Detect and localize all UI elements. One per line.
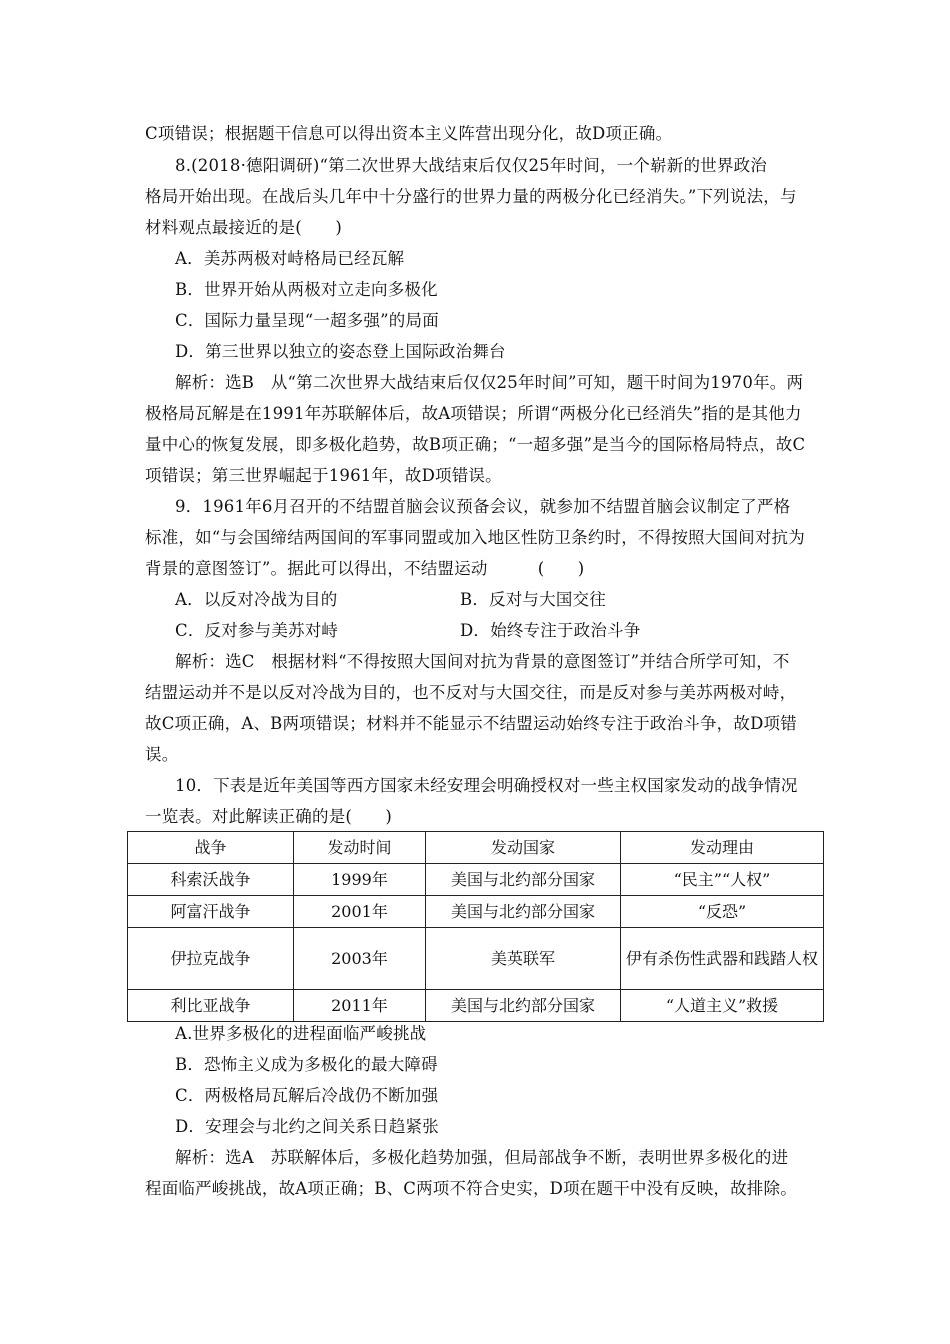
table-row bbox=[128, 864, 824, 896]
table-cell: 美英联军 bbox=[426, 928, 621, 990]
table-cell: 美国与北约部分国家 bbox=[426, 864, 621, 896]
table-cell: 利比亚战争 bbox=[128, 990, 294, 1022]
question-8-stem: 材料观点最接近的是( ) bbox=[145, 218, 342, 237]
table-cell: 美国与北约部分国家 bbox=[426, 896, 621, 928]
war-table bbox=[127, 831, 824, 1022]
table-cell: 科索沃战争 bbox=[128, 864, 294, 896]
question-9-analysis: 误。 bbox=[145, 745, 179, 764]
question-8-option-b: B．世界开始从两极对立走向多极化 bbox=[175, 280, 438, 299]
question-9-stem: 标准，如“与会国缔结两国间的军事同盟或加入地区性防卫条约时，不得按照大国间对抗为 bbox=[145, 528, 805, 547]
table-cell: 2001年 bbox=[294, 896, 426, 928]
table-cell: “反恐” bbox=[621, 896, 824, 928]
table-header-cell: 发动国家 bbox=[426, 832, 621, 864]
table-cell: 2011年 bbox=[294, 990, 426, 1022]
question-10-analysis: 解析：选A 苏联解体后，多极化趋势加强，但局部战争不断，表明世界多极化的进 bbox=[175, 1148, 789, 1167]
question-8-analysis: 量中心的恢复发展，即多极化趋势，故B项正确；“一超多强”是当今的国际格局特点，故C bbox=[145, 435, 806, 454]
table-header-cell: 战争 bbox=[128, 832, 294, 864]
table-row bbox=[128, 990, 824, 1022]
question-9-option-d: D．始终专注于政治斗争 bbox=[460, 621, 641, 640]
question-9-stem: 9．1961年6月召开的不结盟首脑会议预备会议，就参加不结盟首脑会议制定了严格 bbox=[175, 497, 791, 516]
question-10-option-c: C．两极格局瓦解后冷战仍不断加强 bbox=[175, 1086, 439, 1105]
table-cell: 美国与北约部分国家 bbox=[426, 990, 621, 1022]
question-10-stem: 10．下表是近年美国等西方国家未经安理会明确授权对一些主权国家发动的战争情况 bbox=[175, 776, 798, 795]
table-cell: “人道主义”救援 bbox=[621, 990, 824, 1022]
table-header-cell: 发动时间 bbox=[294, 832, 426, 864]
table-cell: “民主”“人权” bbox=[621, 864, 824, 896]
question-8-option-c: C．国际力量呈现“一超多强”的局面 bbox=[175, 311, 439, 330]
question-8-analysis: 解析：选B 从“第二次世界大战结束后仅仅25年时间”可知，题干时间为1970年。两 bbox=[175, 373, 804, 392]
question-10-option-a: A.世界多极化的进程面临严峻挑战 bbox=[175, 1024, 427, 1043]
question-8-analysis: 极格局瓦解是在1991年苏联解体后，故A项错误；所谓“两极分化已经消失”指的是其他力 bbox=[145, 404, 802, 423]
table-row bbox=[128, 928, 824, 990]
table-header-cell: 发动理由 bbox=[621, 832, 824, 864]
table-cell: 1999年 bbox=[294, 864, 426, 896]
table-row bbox=[128, 896, 824, 928]
question-9-analysis: 解析：选C 根据材料“不得按照大国间对抗为背景的意图签订”并结合所学可知，不 bbox=[175, 652, 790, 671]
table-header-row bbox=[128, 832, 824, 864]
question-9-option-a: A．以反对冷战为目的 bbox=[175, 590, 338, 609]
question-9-option-b: B．反对与大国交往 bbox=[460, 590, 606, 609]
text-line: C项错误；根据题干信息可以得出资本主义阵营出现分化，故D项正确。 bbox=[145, 124, 673, 143]
question-9-stem: 背景的意图签订”。据此可以得出，不结盟运动 ( ) bbox=[145, 559, 585, 578]
table-cell: 2003年 bbox=[294, 928, 426, 990]
question-9-analysis: 故C项正确，A、B两项错误；材料并不能显示不结盟运动始终专注于政治斗争，故D项错 bbox=[145, 714, 797, 733]
table-cell: 伊拉克战争 bbox=[128, 928, 294, 990]
table-cell: 阿富汗战争 bbox=[128, 896, 294, 928]
question-10-option-d: D．安理会与北约之间关系日趋紧张 bbox=[175, 1117, 439, 1136]
question-8-option-d: D．第三世界以独立的姿态登上国际政治舞台 bbox=[175, 342, 506, 361]
question-10-option-b: B．恐怖主义成为多极化的最大障碍 bbox=[175, 1055, 438, 1074]
question-9-option-c: C．反对参与美苏对峙 bbox=[175, 621, 339, 640]
question-10-stem: 一览表。对此解读正确的是( ) bbox=[145, 807, 393, 826]
question-9-analysis: 结盟运动并不是以反对冷战为目的，也不反对与大国交往，而是反对参与美苏两极对峙， bbox=[145, 683, 797, 702]
question-10-analysis: 程面临严峻挑战，故A项正确；B、C两项不符合史实，D项在题干中没有反映，故排除。 bbox=[145, 1179, 797, 1198]
table-cell: 伊有杀伤性武器和践踏人权 bbox=[621, 928, 824, 990]
question-8-option-a: A．美苏两极对峙格局已经瓦解 bbox=[175, 249, 405, 268]
question-8-stem: 格局开始出现。在战后头几年中十分盛行的世界力量的两极分化已经消失。”下列说法，与 bbox=[145, 187, 797, 206]
question-8-analysis: 项错误；第三世界崛起于1961年，故D项错误。 bbox=[145, 466, 502, 485]
question-8-stem: 8.(2018·德阳调研)“第二次世界大战结束后仅仅25年时间，一个崭新的世界政治 bbox=[175, 156, 767, 175]
